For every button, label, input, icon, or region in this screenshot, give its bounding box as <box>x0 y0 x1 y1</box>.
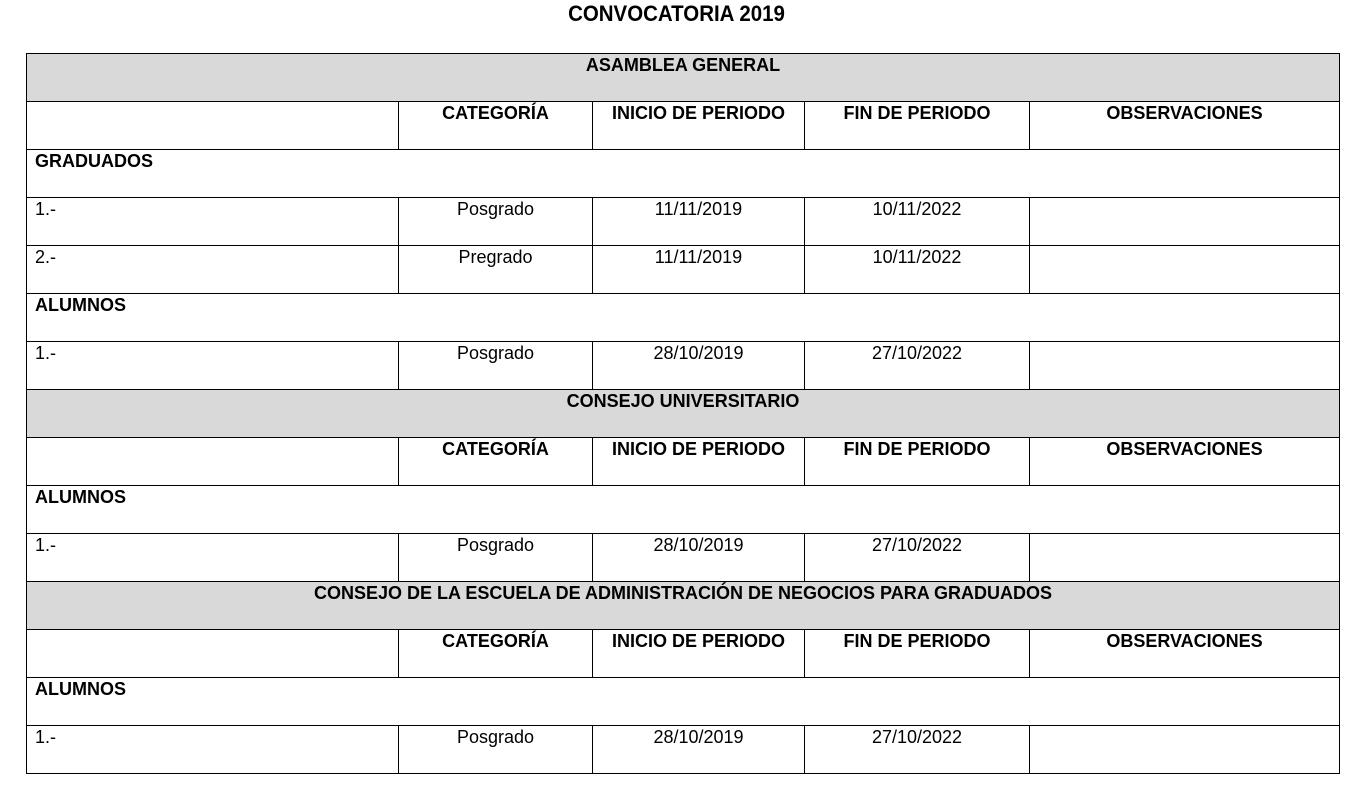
column-header-observaciones: OBSERVACIONES <box>1030 630 1340 678</box>
row-categoria: Pregrado <box>399 246 593 294</box>
convocatoria-table <box>26 53 1340 774</box>
row-observaciones <box>1030 726 1340 774</box>
row-number: 1.- <box>27 198 399 246</box>
table-row <box>27 534 1340 582</box>
row-number: 1.- <box>27 534 399 582</box>
row-fin: 27/10/2022 <box>805 534 1030 582</box>
row-inicio: 28/10/2019 <box>593 342 805 390</box>
column-header-observaciones: OBSERVACIONES <box>1030 102 1340 150</box>
section-header-row <box>27 582 1340 630</box>
row-inicio: 28/10/2019 <box>593 726 805 774</box>
row-number: 1.- <box>27 726 399 774</box>
column-header-blank <box>27 630 399 678</box>
group-row <box>27 150 1340 198</box>
page-title: CONVOCATORIA 2019 <box>568 1 785 26</box>
table-row <box>27 198 1340 246</box>
column-header-row <box>27 438 1340 486</box>
column-header-blank <box>27 102 399 150</box>
group-row <box>27 678 1340 726</box>
column-header-fin: FIN DE PERIODO <box>805 630 1030 678</box>
group-title: ALUMNOS <box>27 678 1340 726</box>
row-fin: 27/10/2022 <box>805 342 1030 390</box>
row-observaciones <box>1030 342 1340 390</box>
column-header-row <box>27 102 1340 150</box>
row-observaciones <box>1030 246 1340 294</box>
row-categoria: Posgrado <box>399 198 593 246</box>
row-observaciones <box>1030 198 1340 246</box>
section-title: CONSEJO UNIVERSITARIO <box>27 390 1340 438</box>
row-number: 2.- <box>27 246 399 294</box>
group-row <box>27 294 1340 342</box>
row-observaciones <box>1030 534 1340 582</box>
row-fin: 27/10/2022 <box>805 726 1030 774</box>
column-header-categoria: CATEGORÍA <box>399 438 593 486</box>
row-fin: 10/11/2022 <box>805 198 1030 246</box>
row-number: 1.- <box>27 342 399 390</box>
section-header-row <box>27 390 1340 438</box>
column-header-row <box>27 630 1340 678</box>
table-row <box>27 342 1340 390</box>
column-header-categoria: CATEGORÍA <box>399 630 593 678</box>
column-header-fin: FIN DE PERIODO <box>805 102 1030 150</box>
row-categoria: Posgrado <box>399 342 593 390</box>
row-categoria: Posgrado <box>399 726 593 774</box>
column-header-inicio: INICIO DE PERIODO <box>593 438 805 486</box>
section-title: ASAMBLEA GENERAL <box>27 54 1340 102</box>
row-inicio: 11/11/2019 <box>593 198 805 246</box>
group-title: ALUMNOS <box>27 294 1340 342</box>
table-row <box>27 726 1340 774</box>
row-categoria: Posgrado <box>399 534 593 582</box>
column-header-categoria: CATEGORÍA <box>399 102 593 150</box>
column-header-fin: FIN DE PERIODO <box>805 438 1030 486</box>
group-title: ALUMNOS <box>27 486 1340 534</box>
section-header-row <box>27 54 1340 102</box>
row-inicio: 11/11/2019 <box>593 246 805 294</box>
row-inicio: 28/10/2019 <box>593 534 805 582</box>
row-fin: 10/11/2022 <box>805 246 1030 294</box>
column-header-blank <box>27 438 399 486</box>
group-title: GRADUADOS <box>27 150 1340 198</box>
column-header-observaciones: OBSERVACIONES <box>1030 438 1340 486</box>
column-header-inicio: INICIO DE PERIODO <box>593 102 805 150</box>
section-title: CONSEJO DE LA ESCUELA DE ADMINISTRACIÓN DE NEGOCIOS PARA GRADUADOS <box>27 582 1340 630</box>
column-header-inicio: INICIO DE PERIODO <box>593 630 805 678</box>
group-row <box>27 486 1340 534</box>
table-row <box>27 246 1340 294</box>
